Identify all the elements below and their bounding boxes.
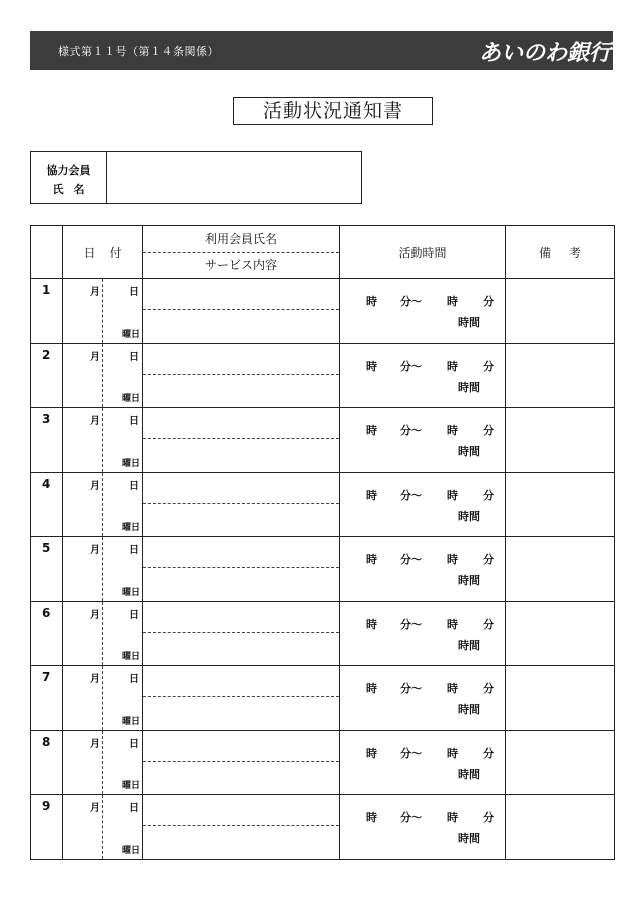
form-number: 様式第１１号（第１４条関係） bbox=[58, 45, 219, 58]
dashed-divider bbox=[143, 825, 339, 826]
end-minute-unit: 分 bbox=[483, 488, 495, 502]
weekday-unit: 曜日 bbox=[122, 458, 141, 469]
dashed-divider bbox=[143, 374, 339, 375]
row-number: 3 bbox=[31, 408, 63, 473]
note-cell[interactable] bbox=[506, 279, 615, 344]
month-cell[interactable] bbox=[63, 795, 103, 860]
start-minute-unit: 分～ bbox=[400, 359, 423, 373]
month-cell[interactable] bbox=[63, 279, 103, 344]
user-service-cell[interactable] bbox=[143, 343, 340, 408]
month-unit: 月 bbox=[90, 351, 100, 363]
activity-time-cell[interactable] bbox=[340, 601, 506, 666]
end-hour-unit: 時 bbox=[447, 682, 459, 695]
end-minute-unit: 分 bbox=[483, 617, 495, 631]
row-number: 6 bbox=[31, 601, 63, 666]
end-hour-unit: 時 bbox=[447, 746, 459, 760]
dashed-divider bbox=[143, 567, 339, 568]
activity-time-cell[interactable] bbox=[340, 666, 506, 731]
member-name-field[interactable] bbox=[108, 152, 361, 203]
activity-time-cell[interactable] bbox=[340, 408, 506, 473]
note-cell[interactable] bbox=[506, 666, 615, 731]
weekday-unit: 曜日 bbox=[122, 781, 141, 791]
dashed-divider bbox=[143, 309, 339, 310]
month-cell[interactable] bbox=[63, 343, 103, 408]
dashed-divider bbox=[143, 503, 339, 504]
month-unit: 月 bbox=[90, 803, 100, 814]
table-row bbox=[31, 795, 615, 860]
day-unit: 日 bbox=[129, 545, 140, 556]
header-user-name: 利用会員氏名 bbox=[143, 226, 339, 253]
month-unit: 月 bbox=[90, 287, 100, 298]
weekday-unit: 曜日 bbox=[122, 394, 141, 404]
month-cell[interactable] bbox=[63, 730, 103, 795]
weekday-unit: 曜日 bbox=[122, 716, 141, 727]
end-hour-unit: 時 bbox=[447, 295, 459, 308]
duration-unit: 時間 bbox=[458, 767, 481, 781]
day-unit: 日 bbox=[129, 738, 140, 750]
day-cell[interactable] bbox=[103, 343, 143, 408]
start-minute-unit: 分～ bbox=[400, 424, 423, 437]
table-row bbox=[31, 472, 615, 537]
header-note: 備考 bbox=[506, 226, 615, 279]
user-service-cell[interactable] bbox=[143, 795, 340, 860]
month-unit: 月 bbox=[90, 545, 100, 556]
end-hour-unit: 時 bbox=[447, 617, 459, 631]
document-title: 活動状況通知書 bbox=[233, 97, 433, 125]
start-minute-unit: 分～ bbox=[400, 295, 423, 308]
start-minute-unit: 分～ bbox=[400, 682, 423, 695]
end-hour-unit: 時 bbox=[447, 553, 459, 566]
month-unit: 月 bbox=[90, 416, 100, 427]
month-cell[interactable] bbox=[63, 408, 103, 473]
day-unit: 日 bbox=[129, 480, 140, 492]
table-row bbox=[31, 730, 615, 795]
day-cell[interactable] bbox=[103, 601, 143, 666]
row-number: 1 bbox=[31, 279, 63, 344]
start-hour-unit: 時 bbox=[366, 424, 378, 437]
row-number: 5 bbox=[31, 537, 63, 602]
note-cell[interactable] bbox=[506, 795, 615, 860]
start-hour-unit: 時 bbox=[366, 682, 378, 695]
month-cell[interactable] bbox=[63, 472, 103, 537]
end-hour-unit: 時 bbox=[447, 424, 459, 437]
user-service-cell[interactable] bbox=[143, 601, 340, 666]
end-hour-unit: 時 bbox=[447, 811, 459, 824]
dashed-divider bbox=[143, 438, 339, 439]
day-unit: 日 bbox=[129, 674, 140, 685]
weekday-unit: 曜日 bbox=[122, 845, 141, 856]
row-number: 9 bbox=[31, 795, 63, 860]
weekday-unit: 曜日 bbox=[122, 652, 141, 662]
month-cell[interactable] bbox=[63, 537, 103, 602]
row-number: 7 bbox=[31, 666, 63, 731]
member-label-line1: 協力会員 bbox=[46, 164, 91, 177]
note-cell[interactable] bbox=[506, 537, 615, 602]
activity-time-cell[interactable] bbox=[340, 730, 506, 795]
day-cell[interactable] bbox=[103, 408, 143, 473]
member-name-box bbox=[30, 151, 362, 204]
start-hour-unit: 時 bbox=[366, 746, 378, 760]
duration-unit: 時間 bbox=[458, 445, 481, 458]
start-minute-unit: 分～ bbox=[400, 811, 423, 824]
start-minute-unit: 分～ bbox=[400, 488, 423, 502]
member-label bbox=[31, 152, 107, 203]
duration-unit: 時間 bbox=[458, 574, 481, 587]
day-unit: 日 bbox=[129, 803, 140, 814]
duration-unit: 時間 bbox=[458, 832, 481, 845]
duration-unit: 時間 bbox=[458, 316, 481, 329]
day-cell[interactable] bbox=[103, 795, 143, 860]
dashed-divider bbox=[143, 632, 339, 633]
header-blank bbox=[31, 226, 63, 279]
end-minute-unit: 分 bbox=[483, 359, 495, 373]
dashed-divider bbox=[143, 761, 339, 762]
start-hour-unit: 時 bbox=[366, 617, 378, 631]
day-unit: 日 bbox=[129, 287, 140, 298]
end-minute-unit: 分 bbox=[483, 553, 495, 566]
note-cell[interactable] bbox=[506, 408, 615, 473]
duration-unit: 時間 bbox=[458, 509, 481, 523]
header-date: 日付 bbox=[63, 226, 143, 279]
table-row bbox=[31, 343, 615, 408]
start-hour-unit: 時 bbox=[366, 811, 378, 824]
member-label-line2: 氏名 bbox=[52, 183, 95, 196]
activity-time-cell[interactable] bbox=[340, 472, 506, 537]
header-banner bbox=[30, 31, 613, 70]
start-hour-unit: 時 bbox=[366, 553, 378, 566]
end-minute-unit: 分 bbox=[483, 811, 495, 824]
start-minute-unit: 分～ bbox=[400, 617, 423, 631]
row-number: 8 bbox=[31, 730, 63, 795]
month-unit: 月 bbox=[90, 738, 100, 750]
weekday-unit: 曜日 bbox=[122, 523, 141, 533]
start-hour-unit: 時 bbox=[366, 359, 378, 373]
weekday-unit: 曜日 bbox=[122, 587, 141, 598]
day-unit: 日 bbox=[129, 416, 140, 427]
month-unit: 月 bbox=[90, 480, 100, 492]
day-unit: 日 bbox=[129, 351, 140, 363]
end-hour-unit: 時 bbox=[447, 488, 459, 502]
user-service-cell[interactable] bbox=[143, 730, 340, 795]
user-service-cell[interactable] bbox=[143, 666, 340, 731]
activity-time-cell[interactable] bbox=[340, 537, 506, 602]
month-unit: 月 bbox=[90, 674, 100, 685]
activity-table bbox=[30, 225, 615, 860]
start-minute-unit: 分～ bbox=[400, 553, 423, 566]
header-user-service bbox=[143, 226, 340, 279]
activity-time-cell[interactable] bbox=[340, 343, 506, 408]
duration-unit: 時間 bbox=[458, 380, 481, 394]
row-number: 2 bbox=[31, 343, 63, 408]
month-cell[interactable] bbox=[63, 666, 103, 731]
user-service-cell[interactable] bbox=[143, 472, 340, 537]
table-row bbox=[31, 601, 615, 666]
table-row bbox=[31, 408, 615, 473]
user-service-cell[interactable] bbox=[143, 279, 340, 344]
end-minute-unit: 分 bbox=[483, 746, 495, 760]
end-minute-unit: 分 bbox=[483, 424, 495, 437]
start-hour-unit: 時 bbox=[366, 295, 378, 308]
dashed-divider bbox=[143, 696, 339, 697]
end-hour-unit: 時 bbox=[447, 359, 459, 373]
day-cell[interactable] bbox=[103, 666, 143, 731]
duration-unit: 時間 bbox=[458, 638, 481, 652]
activity-time-cell[interactable] bbox=[340, 279, 506, 344]
duration-unit: 時間 bbox=[458, 703, 481, 716]
end-minute-unit: 分 bbox=[483, 295, 495, 308]
header-time: 活動時間 bbox=[340, 226, 506, 279]
table-row bbox=[31, 537, 615, 602]
day-unit: 日 bbox=[129, 609, 140, 621]
start-minute-unit: 分～ bbox=[400, 746, 423, 760]
user-service-cell[interactable] bbox=[143, 408, 340, 473]
start-hour-unit: 時 bbox=[366, 488, 378, 502]
table-row bbox=[31, 279, 615, 344]
month-cell[interactable] bbox=[63, 601, 103, 666]
month-unit: 月 bbox=[90, 609, 100, 621]
table-header-row bbox=[31, 226, 615, 279]
day-cell[interactable] bbox=[103, 537, 143, 602]
row-number: 4 bbox=[31, 472, 63, 537]
weekday-unit: 曜日 bbox=[122, 329, 141, 340]
user-service-cell[interactable] bbox=[143, 537, 340, 602]
note-cell[interactable] bbox=[506, 601, 615, 666]
note-cell[interactable] bbox=[506, 343, 615, 408]
note-cell[interactable] bbox=[506, 472, 615, 537]
day-cell[interactable] bbox=[103, 730, 143, 795]
activity-time-cell[interactable] bbox=[340, 795, 506, 860]
header-service: サービス内容 bbox=[205, 258, 278, 272]
note-cell[interactable] bbox=[506, 730, 615, 795]
end-minute-unit: 分 bbox=[483, 682, 495, 695]
day-cell[interactable] bbox=[103, 472, 143, 537]
bank-logo: あいのわ銀行 bbox=[478, 41, 611, 66]
table-row bbox=[31, 666, 615, 731]
day-cell[interactable] bbox=[103, 279, 143, 344]
